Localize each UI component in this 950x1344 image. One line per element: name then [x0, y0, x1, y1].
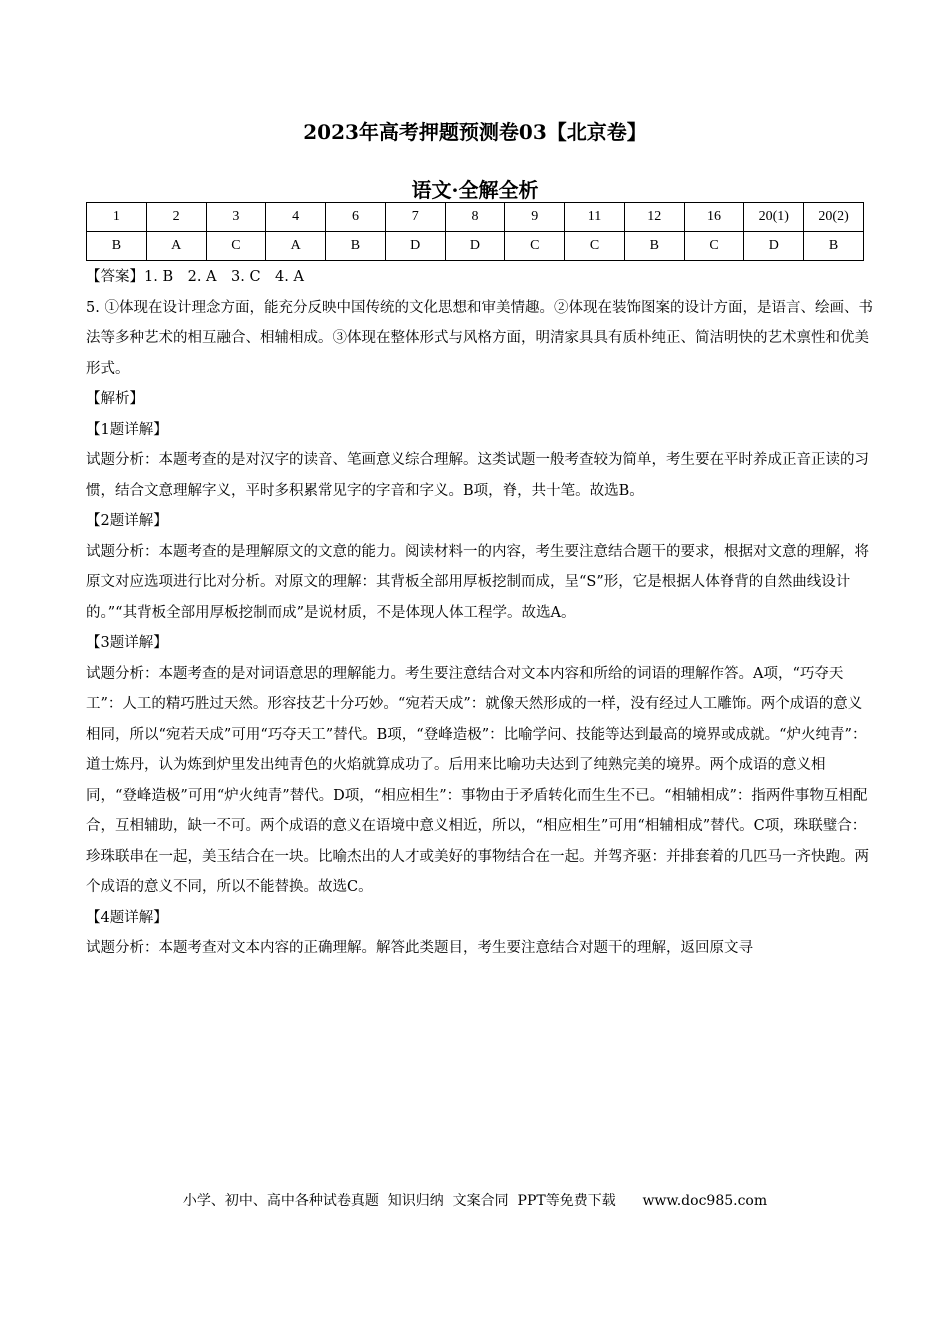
question-number-cell: 1: [87, 203, 147, 232]
q4-detail-text: 试题分析：本题考查对文本内容的正确理解。解答此类题目，考生要注意结合对题干的理解，返回原文寻: [86, 940, 753, 956]
answer-cell: C: [206, 232, 266, 261]
q4-detail-heading: 【4题详解】: [86, 909, 168, 926]
question-number-cell: 11: [565, 203, 625, 232]
answer-cell: B: [624, 232, 684, 261]
question-number-row: [87, 203, 864, 232]
answer-table: [86, 202, 864, 261]
question-number-cell: 16: [684, 203, 744, 232]
question-number-cell: 9: [505, 203, 565, 232]
question-number-cell: 2: [146, 203, 206, 232]
answer-cell: C: [684, 232, 744, 261]
question-5-answer: 5. ①体现在设计理念方面，能充分反映中国传统的文化思想和审美情趣。②体现在装饰图案的设计方面，是语言、绘画、书法等多种艺术的相互融合、相辅相成。③体现在整体形式与风格方面，明清家具具有质朴纯正、简洁明快的艺术禀性和优美形式。: [86, 299, 873, 377]
question-number-cell: 7: [385, 203, 445, 232]
answer-cell: D: [445, 232, 505, 261]
answer-cell: B: [326, 232, 386, 261]
answer-cell: C: [505, 232, 565, 261]
answer-summary: 【答案】1. B 2. A 3. C 4. A: [86, 269, 304, 285]
q1-detail-text: 试题分析：本题考查的是对汉字的读音、笔画意义综合理解。这类试题一般考查较为简单，考生要在平时养成正音正读的习惯，结合文意理解字义，平时多积累常见字的字音和字义。B项，脊，共十笔。故选B。: [86, 452, 869, 499]
answer-cell: D: [385, 232, 445, 261]
question-number-cell: 8: [445, 203, 505, 232]
page-title: 2023年高考押题预测卷03【北京卷】: [303, 120, 647, 144]
q2-detail-heading: 【2题详解】: [86, 513, 168, 529]
document-body: [86, 262, 876, 964]
q1-detail-heading: 【1题详解】: [86, 421, 168, 438]
question-number-cell: 20(2): [804, 203, 864, 232]
answer-cell: B: [804, 232, 864, 261]
answer-cell: A: [146, 232, 206, 261]
answer-cell: A: [266, 232, 326, 261]
q3-detail-heading: 【3题详解】: [86, 635, 168, 651]
question-number-cell: 4: [266, 203, 326, 232]
q2-detail-text: 试题分析：本题考查的是理解原文的文意的能力。阅读材料一的内容，考生要注意结合题干的要求，根据对文意的理解，将原文对应选项进行比对分析。对原文的理解：其背板全部用厚板挖制而成，呈“S”形，它是根据人体脊背的自然曲线设计的。”“其背板全部用厚板挖制而成”是说材质，不是体现人体工程学。故选A。: [86, 543, 869, 621]
analysis-heading: 【解析】: [86, 391, 144, 407]
answer-cell: B: [87, 232, 147, 261]
answer-row: [87, 232, 864, 261]
question-number-cell: 3: [206, 203, 266, 232]
question-number-cell: 6: [326, 203, 386, 232]
question-number-cell: 12: [624, 203, 684, 232]
answer-cell: D: [744, 232, 804, 261]
question-number-cell: 20(1): [744, 203, 804, 232]
page-footer: 小学、初中、高中各种试卷真题 知识归纳 文案合同 PPT等免费下载 www.doc985.com: [182, 1193, 768, 1209]
q3-detail-text: 试题分析：本题考查的是对词语意思的理解能力。考生要注意结合对文本内容和所给的词语的理解作答。A项，“巧夺天工”：人工的精巧胜过天然。形容技艺十分巧妙。“宛若天成”：就像天然形成的一样，没有经过人工雕饰。两个成语的意义相同，所以“宛若天成”可用“巧夺天工”替代。B项，“登峰造极”：比喻学问、技能等达到最高的境界或成就。“炉火纯青”：道士炼丹，认为炼到炉里发出纯青色的火焰就算成功了。后用来比喻功夫达到了纯熟完美的境界。两个成语的意义相同，“登峰造极”可用“炉火纯青”替代。D项，“相应相生”：事物由于矛盾转化而生生不已。“相辅相成”：指两件事物互相配合，互相辅助，缺一不可。两个成语的意义在语境中意义相近，所以，“相应相生”可用“相辅相成”替代。C项，珠联璧合：珍珠联串在一起，美玉结合在一块。比喻杰出的人才或美好的事物结合在一起。并驾齐驱：并排套着的几匹马一齐快跑。两个成语的意义不同，所以不能替换。故选C。: [86, 665, 869, 895]
page-subtitle: 语文·全解全析: [411, 178, 539, 202]
answer-cell: C: [565, 232, 625, 261]
